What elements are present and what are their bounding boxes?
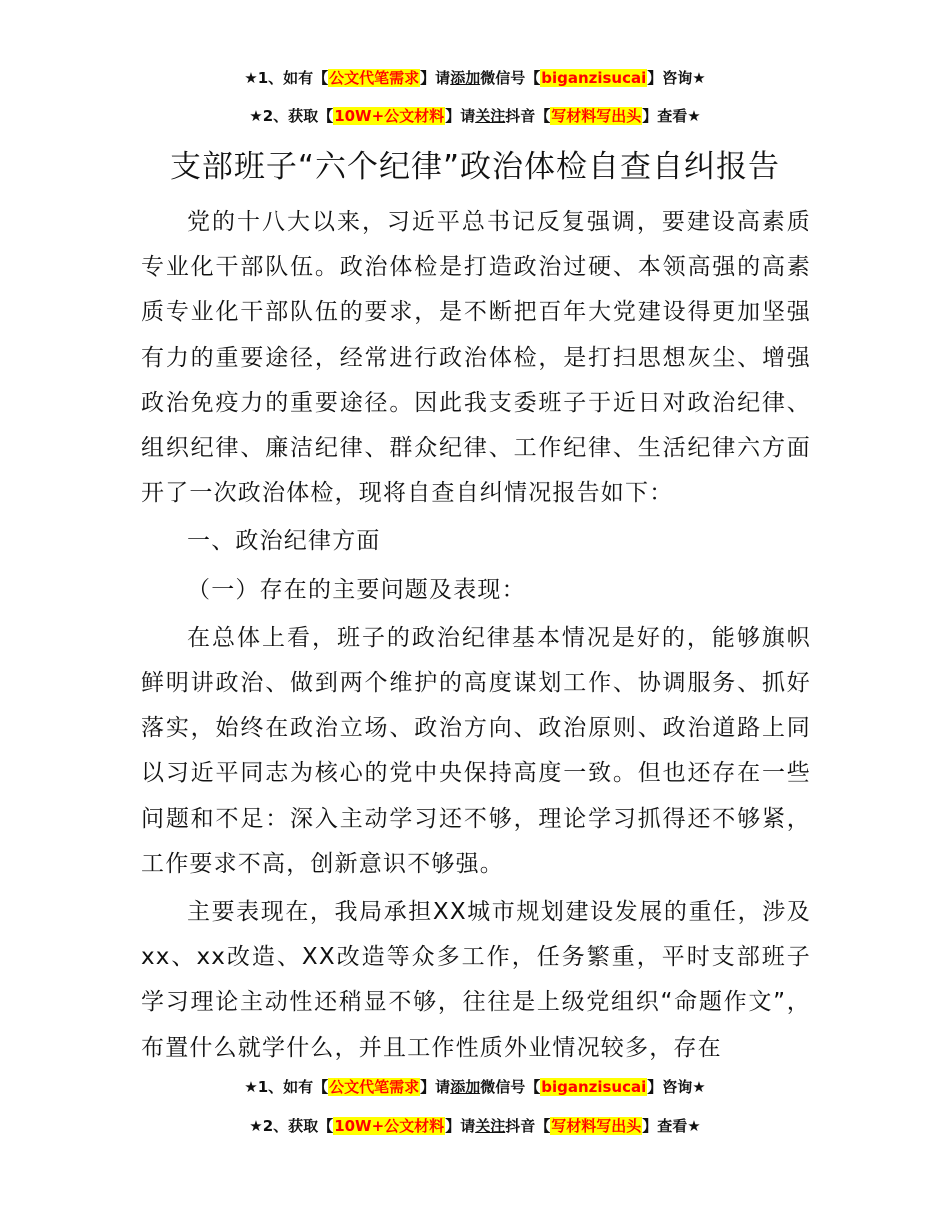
banner-text: ★2、获取【: [249, 107, 334, 125]
banner-highlight: biganzisucai: [541, 1078, 647, 1096]
banner-highlight: 写材料写出头: [551, 1117, 642, 1135]
banner-text: 】请: [445, 1117, 476, 1135]
banner-text: 】请: [420, 69, 451, 87]
banner-highlight: biganzisucai: [541, 69, 647, 87]
footer-banner-line-1: [0, 1077, 950, 1097]
section-heading: 一、政治纪律方面: [187, 528, 381, 555]
subsection-heading: （一）存在的主要问题及表现：: [187, 576, 526, 603]
banner-text: 】请: [420, 1078, 451, 1096]
paragraph-details: 主要表现在，我局承担XX城市规划建设发展的重任，涉及xx、xx改造、XX改造等众多工作，任务繁重，平时支部班子学习理论主动性还稍显不够，往往是上级党组织“命题作文”，布置什么就学什么，并且工作性质外业情况较多，存在: [141, 899, 811, 1061]
banner-highlight: 公文代笔需求: [329, 1078, 420, 1096]
banner-text: ★1、如有【: [244, 69, 329, 87]
document-body: [141, 200, 811, 1074]
document-title: 支部班子“六个纪律”政治体检自查自纠报告: [169, 149, 781, 185]
banner-underline: 添加: [450, 1078, 481, 1096]
banner-text: ★1、如有【: [244, 1078, 329, 1096]
header-banner-line-2: [0, 106, 950, 126]
header-banner-line-1: [0, 68, 950, 88]
paragraph-intro: 党的十八大以来，习近平总书记反复强调，要建设高素质专业化干部队伍。政治体检是打造政治过硬、本领高强的高素质专业化干部队伍的要求，是不断把百年大党建设得更加坚强有力的重要途径，经常进行政治体检，是打扫思想灰尘、增强政治免疫力的重要途径。因此我支委班子于近日对政治纪律、组织纪律、廉洁纪律、群众纪律、工作纪律、生活纪律六方面开了一次政治体检，现将自查自纠情况报告如下：: [141, 209, 811, 507]
paragraph-overview: 在总体上看，班子的政治纪律基本情况是好的，能够旗帜鲜明讲政治、做到两个维护的高度谋划工作、协调服务、抓好落实，始终在政治立场、政治方向、政治原则、政治道路上同以习近平同志为核心的党中央保持高度一致。但也还存在一些问题和不足：深入主动学习还不够，理论学习抓得还不够紧，工作要求不高，创新意识不够强。: [141, 624, 811, 877]
banner-highlight: 公文代笔需求: [329, 69, 420, 87]
banner-underline: 关注: [475, 107, 506, 125]
footer-banner-line-2: [0, 1116, 950, 1136]
banner-underline: 添加: [450, 69, 481, 87]
banner-text: 】咨询★: [647, 69, 706, 87]
banner-highlight: 写材料写出头: [551, 107, 642, 125]
banner-text: 】咨询★: [647, 1078, 706, 1096]
banner-text: 】查看★: [642, 107, 701, 125]
banner-text: 抖音【: [505, 107, 551, 125]
banner-highlight: 10W+公文材料: [334, 1117, 445, 1135]
banner-highlight: 10W+公文材料: [334, 107, 445, 125]
banner-text: 】查看★: [642, 1117, 701, 1135]
banner-text: 微信号【: [480, 1078, 541, 1096]
banner-text: 微信号【: [480, 69, 541, 87]
banner-text: ★2、获取【: [249, 1117, 334, 1135]
banner-text: 】请: [445, 107, 476, 125]
banner-text: 抖音【: [505, 1117, 551, 1135]
banner-underline: 关注: [475, 1117, 506, 1135]
